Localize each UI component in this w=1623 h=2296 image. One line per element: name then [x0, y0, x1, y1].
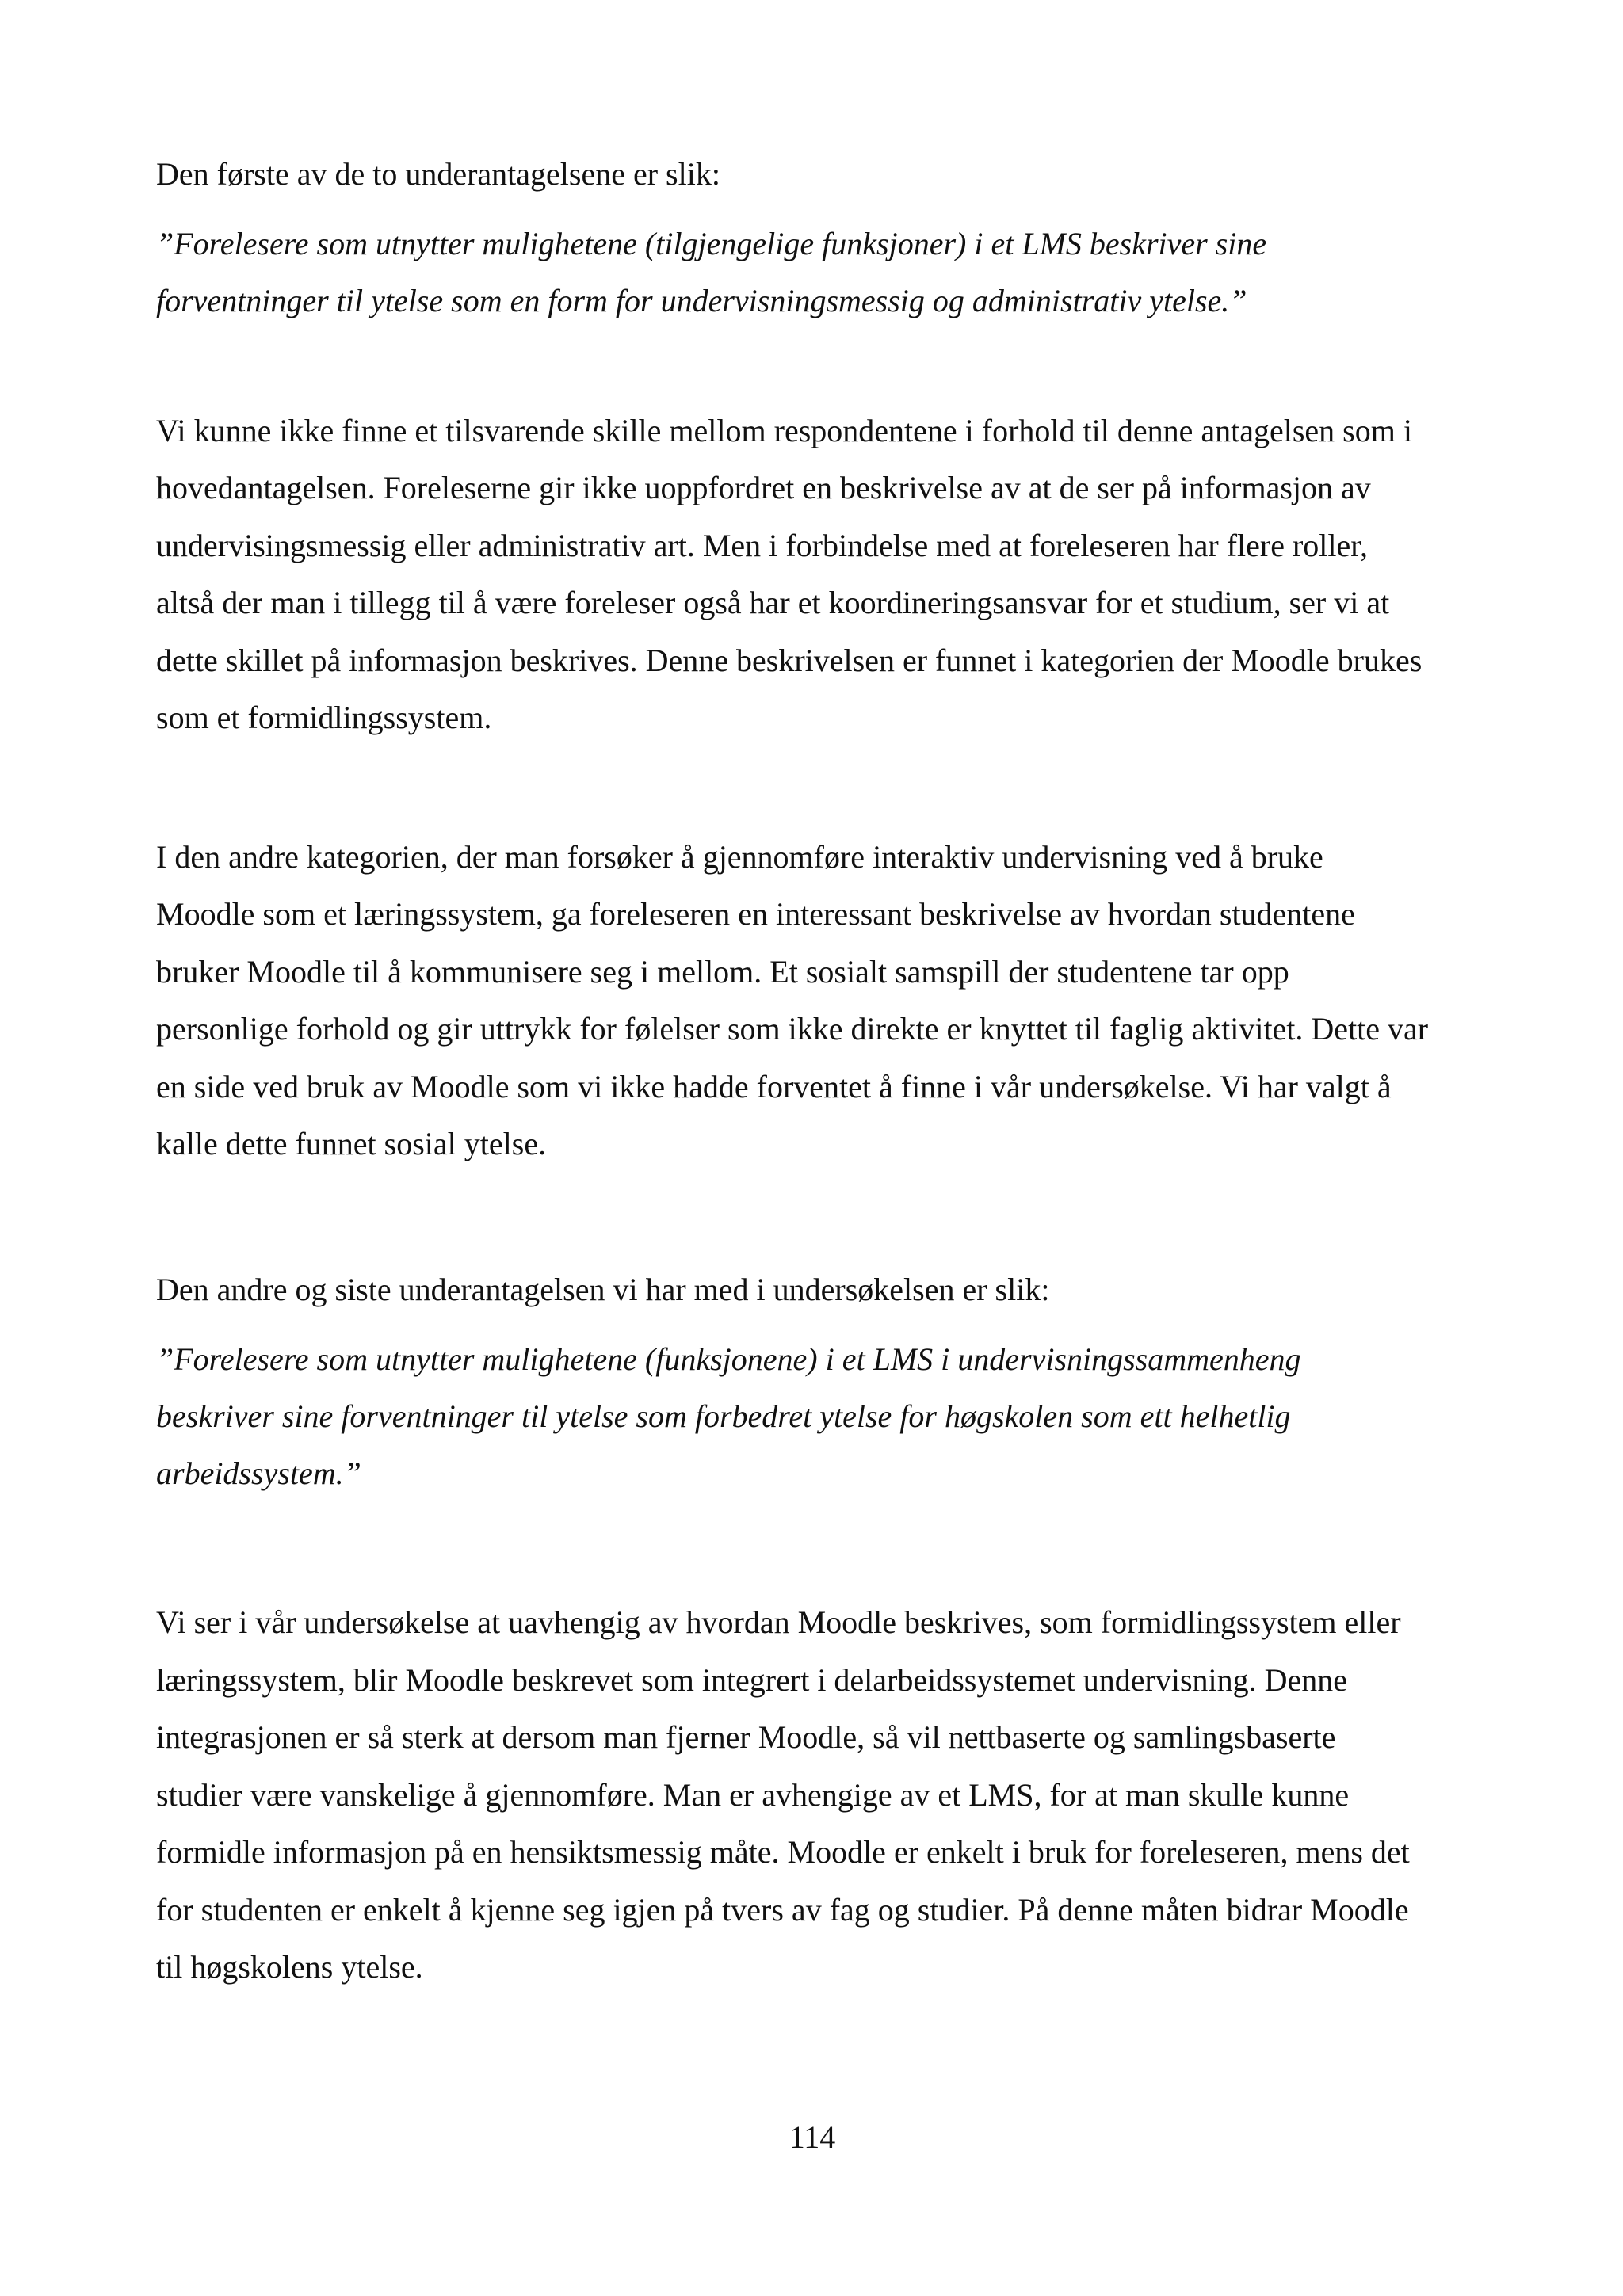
paragraph-line: Vi ser i vår undersøkelse at uavhengig av hvordan Moodle beskrives, som formidlingssystem eller	[156, 1604, 1401, 1640]
quote-line: forventninger til ytelse som en form for undervisningsmessig og administrativ ytelse.”	[156, 283, 1247, 318]
paragraph-line: altså der man i tillegg til å være foreleser også har et koordineringsansvar for et studium, ser vi at	[156, 585, 1390, 621]
document-page	[156, 0, 1487, 2296]
paragraph-line: undervisingsmessig eller administrativ art. Men i forbindelse med at foreleseren har flere roller,	[156, 527, 1368, 563]
paragraph-line: kalle dette funnet sosial ytelse.	[156, 1126, 547, 1161]
paragraph-line: Den første av de to underantagelsene er slik:	[156, 156, 720, 192]
paragraph-line: til høgskolens ytelse.	[156, 1949, 423, 1985]
paragraph-line: dette skillet på informasjon beskrives. Denne beskrivelsen er funnet i kategorien der Moodle brukes	[156, 642, 1423, 678]
paragraph-line: læringssystem, blir Moodle beskrevet som integrert i delarbeidssystemet undervisning. Denne	[156, 1661, 1348, 1698]
paragraph-line: bruker Moodle til å kommunisere seg i mellom. Et sosialt samspill der studentene tar opp	[156, 953, 1289, 990]
quote-line: ”Forelesere som utnytter mulighetene (tilgjengelige funksjoner) i et LMS beskriver sine	[156, 226, 1267, 261]
paragraph-line: Vi kunne ikke finne et tilsvarende skille mellom respondentene i forhold til denne antagelsen som i	[156, 413, 1412, 448]
paragraph-line: en side ved bruk av Moodle som vi ikke hadde forventet å finne i vår undersøkelse. Vi har valgt å	[156, 1068, 1392, 1104]
paragraph-line: integrasjonen er så sterk at dersom man fjerner Moodle, så vil nettbaserte og samlingsbaserte	[156, 1719, 1336, 1755]
paragraph-line: I den andre kategorien, der man forsøker å gjennomføre interaktiv undervisning ved å bruke	[156, 839, 1323, 875]
quote-line: arbeidssystem.”	[156, 1455, 361, 1491]
paragraph-line: formidle informasjon på en hensiktsmessig måte. Moodle er enkelt i bruk for foreleseren, mens det	[156, 1834, 1410, 1870]
paragraph-line: Den andre og siste underantagelsen vi har med i undersøkelsen er slik:	[156, 1272, 1050, 1307]
quote-line: ”Forelesere som utnytter mulighetene (funksjonene) i et LMS i undervisningssammenheng	[156, 1341, 1301, 1377]
page-number: 114	[789, 2119, 836, 2155]
paragraph-line: studier være vanskelige å gjennomføre. Man er avhengige av et LMS, for at man skulle kunne	[156, 1776, 1350, 1813]
paragraph-line: som et formidlingssystem.	[156, 700, 492, 735]
paragraph-line: hovedantagelsen. Foreleserne gir ikke uoppfordret en beskrivelse av at de ser på informasjon av	[156, 470, 1371, 506]
paragraph-line: personlige forhold og gir uttrykk for følelser som ikke direkte er knyttet til faglig aktivitet. Dette var	[156, 1011, 1429, 1047]
paragraph-line: for studenten er enkelt å kjenne seg igjen på tvers av fag og studier. På denne måten bidrar Moodle	[156, 1891, 1409, 1928]
paragraph-line: Moodle som et læringssystem, ga foreleseren en interessant beskrivelse av hvordan studentene	[156, 896, 1355, 933]
quote-line: beskriver sine forventninger til ytelse som forbedret ytelse for høgskolen som ett helhetlig	[156, 1398, 1291, 1434]
